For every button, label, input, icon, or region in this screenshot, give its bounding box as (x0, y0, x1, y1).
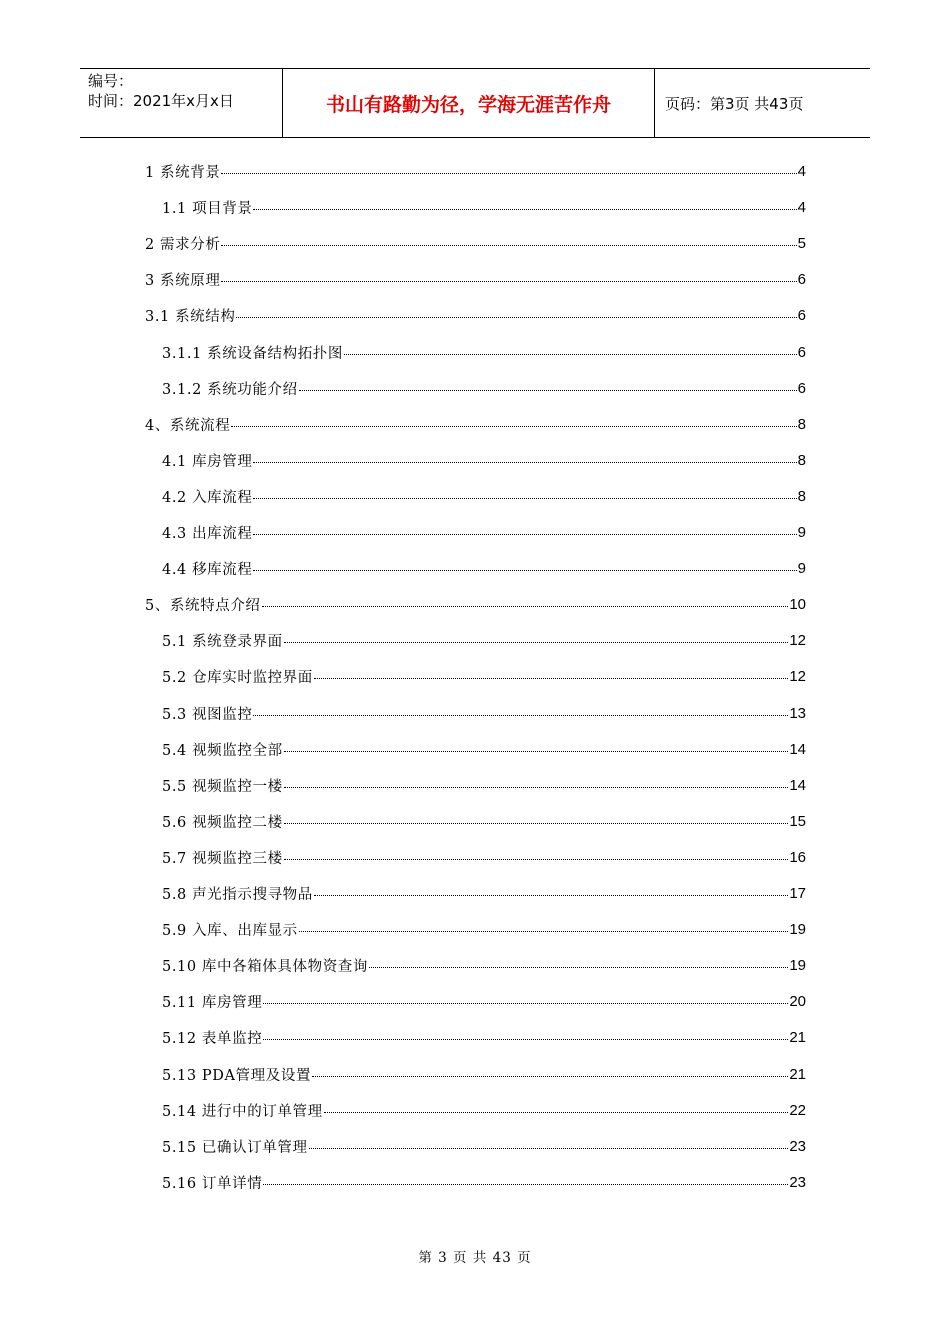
toc-entry[interactable] (162, 1100, 806, 1120)
toc-entry-page: 6 (797, 270, 806, 288)
toc-entry[interactable] (145, 594, 806, 614)
toc-entry-page: 23 (789, 1173, 806, 1191)
header-info (80, 69, 282, 137)
toc-leader-dots (253, 558, 796, 571)
toc-leader-dots (253, 450, 796, 463)
toc-entry-label: 5.9 入库、出库显示 (162, 922, 298, 939)
toc-entry-page: 10 (789, 595, 806, 613)
toc-entry-label: 4.2 入库流程 (162, 489, 253, 506)
code-label: 编号： (88, 72, 134, 90)
toc-entry-page: 19 (789, 956, 806, 974)
toc-entry[interactable] (162, 955, 806, 975)
toc-entry-label: 3.1.1 系统设备结构拓扑图 (162, 345, 344, 362)
toc-entry-page: 12 (789, 667, 806, 685)
toc-leader-dots (369, 955, 788, 968)
toc-leader-dots (253, 703, 788, 716)
toc-entry-label: 4、系统流程 (145, 417, 231, 434)
toc-entry-label: 5.12 表单监控 (162, 1030, 263, 1047)
toc-entry[interactable] (162, 811, 806, 831)
toc-entry-label: 5.13 PDA管理及设置 (162, 1067, 312, 1084)
toc-entry[interactable] (145, 269, 806, 289)
toc-entry-label: 5、系统特点介绍 (145, 597, 261, 614)
toc-leader-dots (253, 486, 796, 499)
toc-entry-page: 13 (789, 704, 806, 722)
toc-entry-label: 5.7 视频监控三楼 (162, 850, 283, 867)
toc-entry-label: 1 系统背景 (145, 164, 221, 181)
toc-entry-label: 5.5 视频监控一楼 (162, 778, 283, 795)
toc-entry-page: 21 (789, 1065, 806, 1083)
toc-entry-label: 5.10 库中各箱体具体物资查询 (162, 958, 368, 975)
toc-leader-dots (236, 305, 796, 318)
toc-leader-dots (231, 414, 796, 427)
toc-entry[interactable] (162, 630, 806, 650)
toc-entry[interactable] (162, 342, 806, 362)
toc-leader-dots (284, 847, 789, 860)
toc-entry-label: 4.4 移库流程 (162, 561, 253, 578)
toc-leader-dots (314, 883, 788, 896)
toc-entry-page: 8 (797, 451, 806, 469)
toc-entry[interactable] (162, 847, 806, 867)
toc-leader-dots (253, 197, 796, 210)
toc-entry-label: 5.15 已确认订单管理 (162, 1139, 308, 1156)
toc-entry[interactable] (162, 666, 806, 686)
toc-entry-page: 4 (797, 162, 806, 180)
toc-entry-page: 8 (797, 415, 806, 433)
toc-entry-page: 8 (797, 487, 806, 505)
time-label: 时间：2021年x月x日 (88, 92, 234, 110)
toc-entry-page: 20 (789, 992, 806, 1010)
page-header (80, 68, 870, 138)
toc-entry-label: 5.3 视图监控 (162, 706, 253, 723)
toc-entry[interactable] (145, 233, 806, 253)
toc-entry[interactable] (162, 378, 806, 398)
toc-entry-page: 9 (797, 523, 806, 541)
toc-entry-label: 4.1 库房管理 (162, 453, 253, 470)
toc-entry[interactable] (145, 161, 806, 181)
toc-entry-label: 5.6 视频监控二楼 (162, 814, 283, 831)
toc-entry[interactable] (162, 739, 806, 759)
toc-leader-dots (284, 630, 789, 643)
toc-entry-label: 5.1 系统登录界面 (162, 633, 283, 650)
toc-entry-page: 19 (789, 920, 806, 938)
toc-entry-label: 3.1.2 系统功能介绍 (162, 381, 298, 398)
toc-entry[interactable] (162, 522, 806, 542)
toc-entry[interactable] (162, 1136, 806, 1156)
toc-entry-label: 2 需求分析 (145, 236, 221, 253)
toc-entry-label: 4.3 出库流程 (162, 525, 253, 542)
toc-entry-label: 5.4 视频监控全部 (162, 742, 283, 759)
toc-entry[interactable] (162, 558, 806, 578)
toc-leader-dots (263, 1027, 788, 1040)
toc-entry[interactable] (145, 305, 806, 325)
page-footer: 第 3 页 共 43 页 (418, 1250, 532, 1266)
toc-entry[interactable] (162, 703, 806, 723)
toc-entry-label: 5.14 进行中的订单管理 (162, 1103, 323, 1120)
toc-entry-page: 5 (797, 234, 806, 252)
toc-leader-dots (314, 666, 788, 679)
toc-entry-page: 4 (797, 198, 806, 216)
toc-entry-page: 23 (789, 1137, 806, 1155)
toc-entry[interactable] (162, 486, 806, 506)
toc-entry-page: 22 (789, 1101, 806, 1119)
toc-entry-page: 16 (789, 848, 806, 866)
toc-entry[interactable] (162, 197, 806, 217)
toc-entry-page: 6 (797, 343, 806, 361)
toc-leader-dots (284, 775, 789, 788)
toc-entry-page: 15 (789, 812, 806, 830)
toc-entry-page: 21 (789, 1028, 806, 1046)
toc-entry-label: 3 系统原理 (145, 272, 221, 289)
toc-leader-dots (284, 739, 789, 752)
toc-entry[interactable] (145, 414, 806, 434)
toc-entry[interactable] (162, 883, 806, 903)
toc-leader-dots (221, 269, 796, 282)
toc-entry[interactable] (162, 450, 806, 470)
toc-entry-page: 12 (789, 631, 806, 649)
toc-entry-page: 6 (797, 306, 806, 324)
toc-leader-dots (263, 991, 788, 1004)
toc-entry-page: 17 (789, 884, 806, 902)
toc-leader-dots (284, 811, 789, 824)
toc-leader-dots (312, 1064, 788, 1077)
toc-entry-page: 14 (789, 740, 806, 758)
toc-leader-dots (309, 1136, 789, 1149)
toc-leader-dots (262, 594, 789, 607)
toc-entry[interactable] (162, 1172, 806, 1192)
toc-leader-dots (299, 378, 797, 391)
toc-leader-dots (324, 1100, 789, 1113)
toc-leader-dots (253, 522, 796, 535)
header-page-label: 页码：第3页 共43页 (665, 94, 804, 113)
toc-entry-label: 5.16 订单详情 (162, 1175, 263, 1192)
toc-leader-dots (221, 233, 796, 246)
toc-entry-label: 5.11 库房管理 (162, 994, 263, 1011)
toc-leader-dots (263, 1172, 788, 1185)
toc-leader-dots (344, 342, 797, 355)
toc-entry[interactable] (162, 775, 806, 795)
toc-entry[interactable] (162, 1027, 806, 1047)
toc-entry-page: 6 (797, 379, 806, 397)
toc-entry[interactable] (162, 991, 806, 1011)
toc-entry-label: 3.1 系统结构 (145, 308, 236, 325)
toc-leader-dots (221, 161, 796, 174)
toc-leader-dots (299, 919, 789, 932)
toc-entry[interactable] (162, 919, 806, 939)
toc-entry-page: 14 (789, 776, 806, 794)
toc-entry-label: 1.1 项目背景 (162, 200, 253, 217)
toc-entry-page: 9 (797, 559, 806, 577)
toc-entry-label: 5.2 仓库实时监控界面 (162, 669, 313, 686)
toc-entry-label: 5.8 声光指示搜寻物品 (162, 886, 313, 903)
header-motto: 书山有路勤为径，学海无涯苦作舟 (282, 69, 655, 137)
toc-entry[interactable] (162, 1064, 806, 1084)
